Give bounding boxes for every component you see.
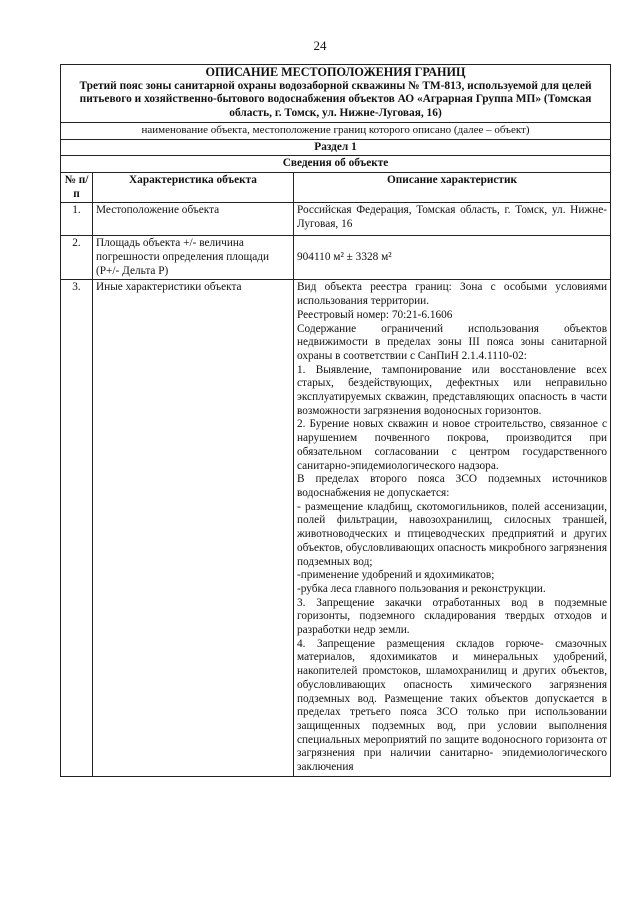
document-subtitle: Третий пояс зоны санитарной охраны водозаборной скважины № ТМ-813, используемой для целей питьевого и хозяйственно-бытового водоснабжения объектов АО «Аграрная Группа МП» (Томская область, г. Томск, ул. Нижне-Луговая, 16) <box>79 79 592 120</box>
row-number: 2. <box>61 236 93 280</box>
description-paragraph: Российская Федерация, Томская область, г. Томск, ул. Нижне-Луговая, 16 <box>297 204 608 231</box>
table-row <box>61 203 611 236</box>
column-header-row <box>61 172 611 202</box>
description-paragraph: 4. Запрещение размещения складов горюче- смазочных материалов, ядохимикатов и минеральных удобрений, накопителей промстоков, шламохранилищ и других объектов, обусловливающих опасность химического загрязнения подземных вод. Размещение таких объектов допускается в пределах третьего пояса ЗСО только при использовании защищенных подземных вод, при условии выполнения специальных мероприятий по защите водоносного горизонта от загрязнения при наличии санитарно- эпидемиологического заключения <box>297 637 608 774</box>
description-paragraph: -применение удобрений и ядохимикатов; <box>297 569 495 582</box>
row-characteristic: Площадь объекта +/- величина погрешности определения площади (Р+/- Дельта Р) <box>93 236 294 280</box>
section-title: Сведения об объекте <box>61 156 611 173</box>
column-header-characteristic: Характеристика объекта <box>93 172 294 202</box>
section-title-row <box>61 156 611 173</box>
column-header-num: № п/п <box>61 172 93 202</box>
boundary-description-table <box>60 64 611 777</box>
description-paragraph: 904110 м² ± 3328 м² <box>297 251 392 264</box>
title-row <box>61 65 611 123</box>
description-paragraph: -рубка леса главного пользования и реконструкции. <box>297 582 546 595</box>
description-paragraph: Реестровый номер: 70:21-6.1606 <box>297 308 453 321</box>
row-description <box>294 203 611 236</box>
title-cell <box>61 65 611 123</box>
page-number: 24 <box>313 38 327 53</box>
row-number: 1. <box>61 203 93 236</box>
description-paragraph: - размещение кладбищ, скотомогильников, полей ассенизации, полей фильтрации, навозохранилищ, силосных траншей, животноводческих и птицеводческих предприятий и других объектов, обусловливающих опасность микробного загрязнения подземных вод; <box>297 500 608 568</box>
description-paragraph: 2. Бурение новых скважин и новое строительство, связанное с нарушением почвенного покрова, производится при обязательном согласовании с центром государственного санитарно-эпидемиологического надзора. <box>297 418 608 472</box>
section-label: Раздел 1 <box>61 139 611 156</box>
row-characteristic: Местоположение объекта <box>93 203 294 236</box>
description-paragraph: В пределах второго пояса ЗСО подземных источников водоснабжения не допускается: <box>297 473 608 499</box>
description-paragraph: 1. Выявление, тампонирование или восстановление всех старых, бездействующих, дефектных или неправильно эксплуатируемых скважин, представляющих опасность в части возможности загрязнения водоносных горизонтов. <box>297 363 608 417</box>
description-paragraph: 3. Запрещение закачки отработанных вод в подземные горизонты, подземного складирования твердых отходов и разработки недр земли. <box>297 596 608 637</box>
column-header-description: Описание характеристик <box>294 172 611 202</box>
table-row <box>61 236 611 280</box>
row-description <box>294 280 611 776</box>
row-characteristic: Иные характеристики объекта <box>93 280 294 776</box>
document-title: ОПИСАНИЕ МЕСТОПОЛОЖЕНИЯ ГРАНИЦ <box>205 65 466 79</box>
row-description <box>294 236 611 280</box>
caption-row <box>61 122 611 139</box>
description-paragraph: Содержание ограничений использования объектов недвижимости в пределах зоны III пояса зоны санитарной охраны в соответствии с СанПиН 2.1.4.1110-02: <box>297 322 608 362</box>
row-number: 3. <box>61 280 93 776</box>
description-paragraph: Вид объекта реестра границ: Зона с особыми условиями использования территории. <box>297 281 608 308</box>
section-label-row <box>61 139 611 156</box>
object-caption: наименование объекта, местоположение границ которого описано (далее – объект) <box>61 122 611 139</box>
table-row <box>61 280 611 776</box>
